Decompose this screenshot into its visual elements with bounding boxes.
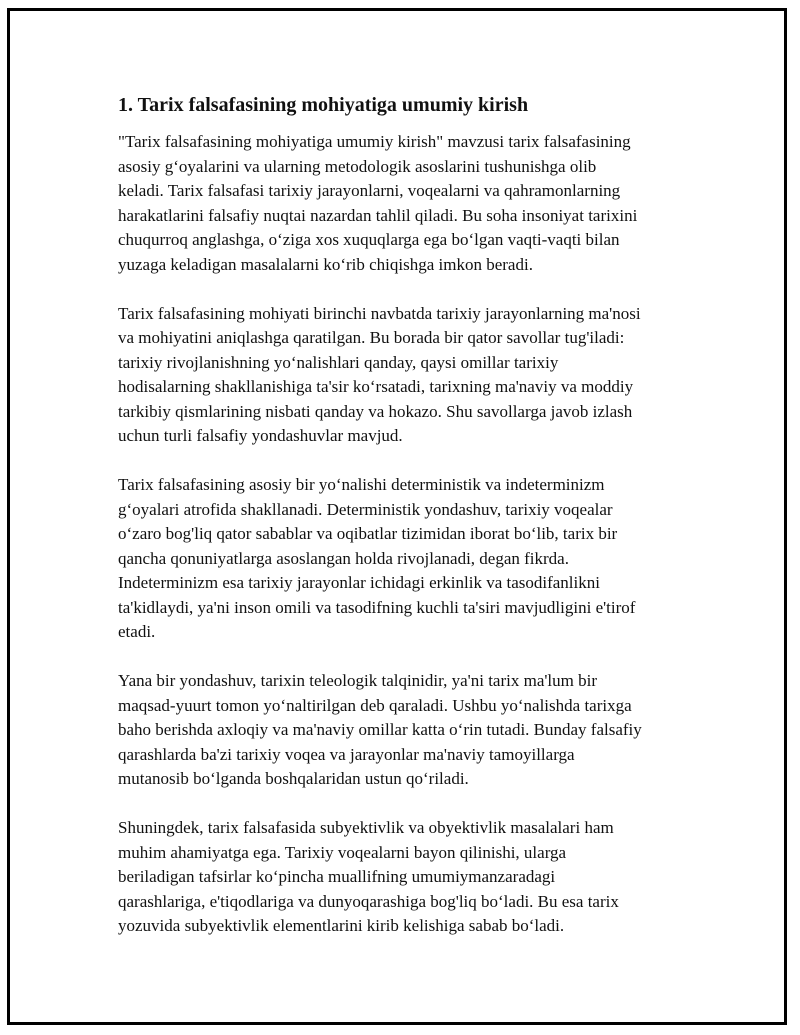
text-line: tarixiy rivojlanishning yo‘nalishlari qanday, qaysi omillar tarixiy	[118, 352, 559, 372]
text-line: qancha qonuniyatlarga asoslangan holda rivojlanadi, degan fikrda.	[118, 548, 569, 568]
text-line: mutanosib bo‘lganda boshqalaridan ustun qo‘riladi.	[118, 769, 469, 788]
text-line: Tarix falsafasining mohiyati birinchi navbatda tarixiy jarayonlarning ma'nosi	[118, 303, 641, 323]
text-line: Tarix falsafasining asosiy bir yo‘nalishi deterministik va indeterminizm	[118, 475, 605, 494]
text-line: uchun turli falsafiy yondashuvlar mavjud.	[118, 426, 403, 445]
text-line: "Tarix falsafasining mohiyatiga umumiy kirish" mavzusi tarix falsafasining	[118, 132, 631, 151]
text-line: maqsad-yuurt tomon yo‘naltirilgan deb qaraladi. Ushbu yo‘nalishda tarixga	[118, 695, 632, 715]
text-line: beriladigan tafsirlar ko‘pincha muallifning umumiymanzaradagi	[118, 867, 556, 886]
paragraph-1	[118, 130, 698, 277]
text-line: etadi.	[118, 622, 156, 641]
text-line: asosiy g‘oyalarini va ularning metodologik asoslarini tushunishga olib	[118, 156, 597, 176]
paragraph-2	[118, 302, 698, 449]
text-line: o‘zaro bog'liq qator sabablar va oqibatlar tizimidan iborat bo‘lib, tarix bir	[118, 524, 618, 543]
paragraph-3	[118, 473, 698, 645]
text-line: Yana bir yondashuv, tarixin teleologik talqinidir, ya'ni tarix ma'lum bir	[118, 671, 598, 690]
text-line: g‘oyalari atrofida shakllanadi. Deterministik yondashuv, tarixiy voqealar	[118, 499, 613, 519]
text-line: hodisalarning shakllanishiga ta'sir ko‘rsatadi, tarixning ma'naviy va moddiy	[118, 377, 634, 396]
paragraph-5	[118, 816, 698, 939]
text-line: va mohiyatini aniqlashga qaratilgan. Bu borada bir qator savollar tug'iladi:	[118, 328, 625, 347]
text-line: yozuvida subyektivlik elementlarini kirib kelishiga sabab bo‘ladi.	[118, 916, 565, 935]
text-line: chuqurroq anglashga, o‘ziga xos xuquqlarga ega bo‘lgan vaqti-vaqti bilan	[118, 230, 620, 249]
text-line: qarashlarda ba'zi tarixiy voqea va jarayonlar ma'naviy tamoyillarga	[118, 744, 575, 764]
text-line: baho berishda axloqiy va ma'naviy omillar katta o‘rin tutadi. Bunday falsafiy	[118, 720, 642, 739]
text-line: keladi. Tarix falsafasi tarixiy jarayonlarni, voqealarni va qahramonlarning	[118, 181, 621, 200]
document-body	[118, 92, 698, 963]
paragraph-4	[118, 669, 698, 792]
text-line: yuzaga keladigan masalalarni ko‘rib chiqishga imkon beradi.	[118, 254, 533, 274]
text-line: tarkibiy qismlarining nisbati qanday va hokazo. Shu savollarga javob izlash	[118, 401, 633, 421]
text-line: qarashlariga, e'tiqodlariga va dunyoqarashiga bog'liq bo‘ladi. Bu esa tarix	[118, 891, 619, 911]
text-line: ta'kidlaydi, ya'ni inson omili va tasodifning kuchli ta'siri mavjudligini e'tirof	[118, 597, 636, 617]
text-line: muhim ahamiyatga ega. Tarixiy voqealarni bayon qilinishi, ularga	[118, 842, 567, 862]
text-line: harakatlarini falsafiy nuqtai nazardan tahlil qiladi. Bu soha insoniyat tarixini	[118, 205, 638, 225]
text-line: Indeterminizm esa tarixiy jarayonlar ichidagi erkinlik va tasodifanlikni	[118, 573, 600, 592]
text-line: Shuningdek, tarix falsafasida subyektivlik va obyektivlik masalalari ham	[118, 818, 614, 837]
section-title: 1. Tarix falsafasining mohiyatiga umumiy kirish	[118, 94, 529, 116]
